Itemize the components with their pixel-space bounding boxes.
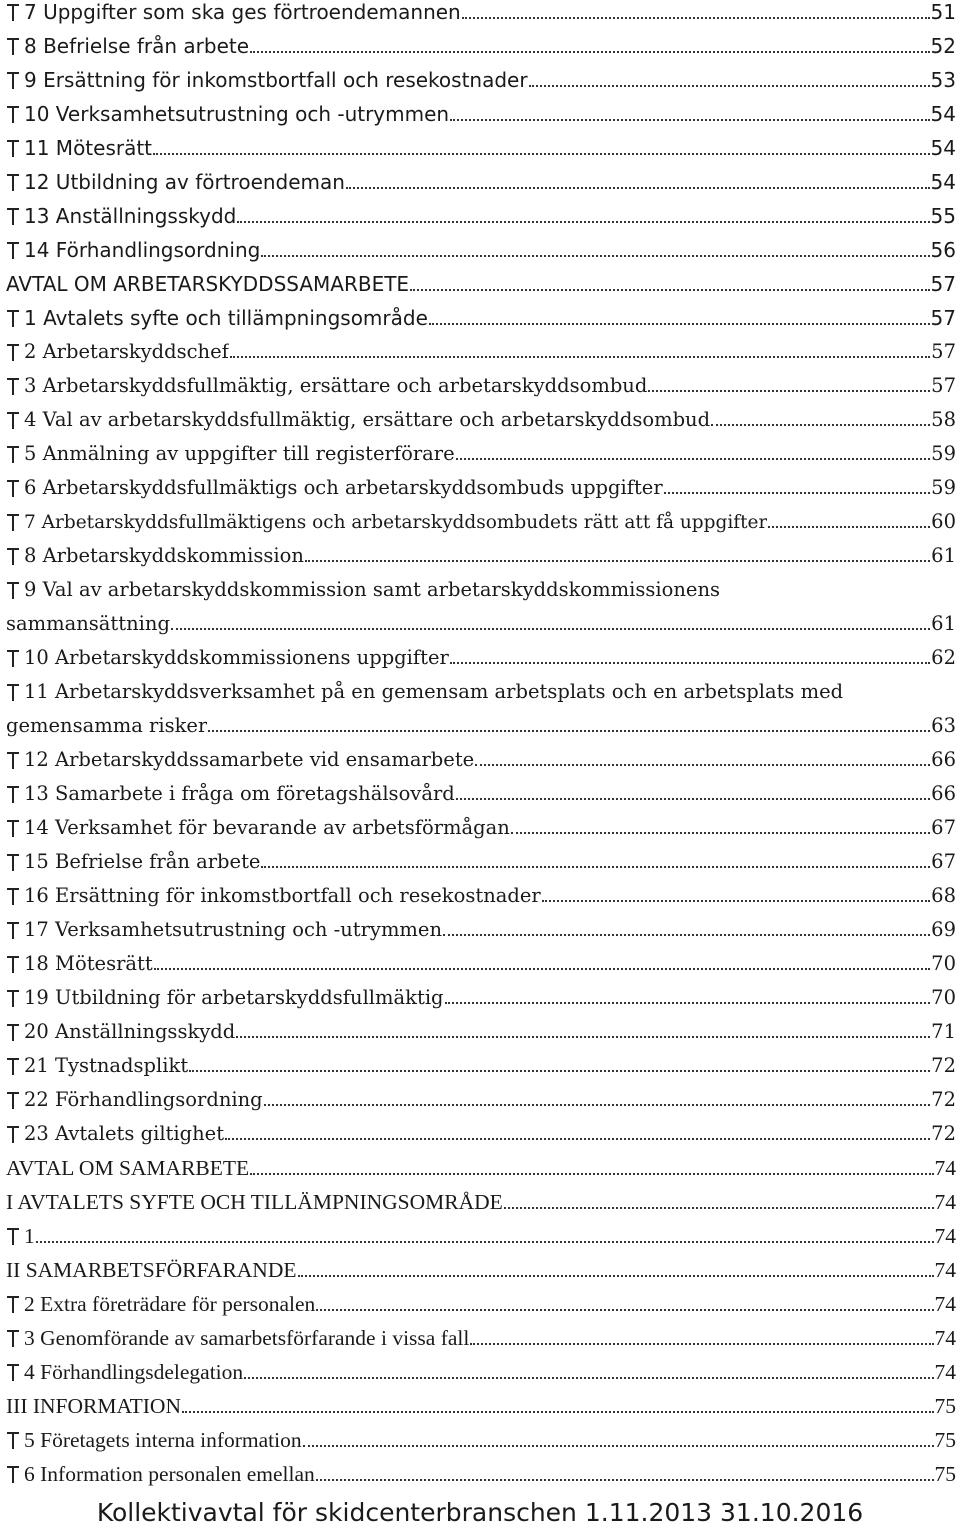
toc-entry[interactable] [6,879,956,913]
toc-entry[interactable] [6,233,956,267]
toc-entry-title: 4 Val av arbetarskyddsfullmäktig, ersättare och arbetarskyddsombud [24,408,711,431]
toc-entry-title: 11 Mötesrätt [24,136,153,160]
toc-entry-page: 67 [931,816,956,839]
toc-entry[interactable] [6,505,956,539]
toc-entry[interactable] [6,471,956,505]
dot-leader [230,355,930,358]
toc-entry[interactable] [6,97,956,131]
toc-entry-page: 74 [934,1156,956,1180]
toc-entry-title: 12 Arbetarskyddssamarbete vid ensamarbete [24,748,475,771]
toc-entry-heading[interactable] [6,1185,956,1219]
toc-entry-page: 72 [931,1054,956,1077]
toc-entry-continuation[interactable] [6,607,956,641]
section-mark-icon [6,1464,20,1484]
section-mark-icon [6,1430,20,1450]
toc-entry[interactable] [6,641,956,675]
toc-entry[interactable] [6,403,956,437]
section-mark-icon [6,512,20,532]
toc-entry-page: 75 [934,1394,956,1418]
toc-entry-heading[interactable] [6,267,956,301]
toc-entry-page: 59 [931,442,956,465]
toc-entry-page: 62 [931,646,956,669]
toc-entry[interactable] [6,777,956,811]
dot-leader [250,1172,933,1175]
toc-entry-page: 72 [931,1122,956,1145]
toc-entry[interactable] [6,573,956,607]
toc-entry[interactable] [6,947,956,981]
toc-entry[interactable] [6,63,956,97]
toc-entry-title-continued: gemensamma risker [6,714,208,737]
dot-leader [153,152,930,155]
section-mark-icon [6,376,20,396]
toc-entry[interactable] [6,131,956,165]
toc-entry-title: 14 Förhandlingsordning [24,238,261,262]
dot-leader [261,254,929,257]
toc-entry-page: 74 [934,1360,956,1384]
section-mark-icon [6,172,20,192]
section-mark-icon [6,240,20,260]
toc-entry[interactable] [6,1219,956,1253]
toc-entry-title: 2 Arbetarskyddschef [24,340,229,363]
dot-leader [410,288,929,291]
toc-entry-page: 66 [931,748,956,771]
dot-leader [504,1206,934,1209]
section-mark-icon [6,104,20,124]
dot-leader [648,389,930,392]
section-mark-icon [6,444,20,464]
toc-entry-continuation[interactable] [6,709,956,743]
section-mark-icon [6,1294,20,1314]
toc-entry-page: 51 [930,0,956,24]
dot-leader [664,491,930,494]
toc-entry-title: 5 Företagets interna information [24,1428,302,1452]
dot-leader [456,457,931,460]
section-mark-icon [6,648,20,668]
toc-entry[interactable] [6,1457,956,1491]
toc-entry-title: 8 Befrielse från arbete [24,34,250,58]
section-mark-icon [6,920,20,940]
toc-entry-page: 57 [931,340,956,363]
toc-entry[interactable] [6,1423,956,1457]
toc-entry-page: 54 [930,102,956,126]
toc-entry-title: 17 Verksamhetsutrustning och -utrymmen [24,918,443,941]
section-mark-icon [6,580,20,600]
toc-entry-page: 60 [931,510,956,533]
toc-entry-title: 2 Extra företrädare för personalen [24,1292,316,1316]
dot-leader [244,1376,933,1379]
toc-entry[interactable] [6,913,956,947]
toc-entry[interactable] [6,335,956,369]
toc-entry-page: 56 [930,238,956,262]
dot-leader [171,627,930,630]
toc-entry-title: 12 Utbildning av förtroendeman [24,170,345,194]
section-mark-icon [6,478,20,498]
dot-leader [450,118,929,121]
dot-leader [303,1444,934,1447]
page-footer [0,1496,960,1530]
section-mark-icon [6,682,20,702]
toc-entry[interactable] [6,1015,956,1049]
toc-entry[interactable] [6,1117,956,1151]
dot-leader [264,1103,931,1106]
toc-entry-page: 55 [930,204,956,228]
toc-entry-page: 57 [930,306,956,330]
toc-entry-page: 54 [930,136,956,160]
section-mark-icon [6,138,20,158]
toc-entry-page: 70 [931,952,956,975]
toc-entry[interactable] [6,199,956,233]
dot-leader [261,865,930,868]
toc-entry-title: 20 Anställningsskydd [24,1020,236,1043]
toc-entry-title: 1 [24,1224,35,1248]
toc-entry[interactable] [6,1287,956,1321]
toc-entry-title: 9 Val av arbetarskyddskommission samt arbetarskyddskommissionens [24,578,721,601]
dot-leader [462,16,930,19]
dot-leader [298,1274,934,1277]
toc-entry[interactable] [6,369,956,403]
toc-entry-title-continued: sammansättning [6,612,170,635]
section-mark-icon [6,954,20,974]
toc-entry[interactable] [6,0,956,29]
toc-entry-title: 8 Arbetarskyddskommission [24,544,304,567]
toc-entry-title: II SAMARBETSFÖRFARANDE [6,1258,297,1282]
toc-entry[interactable] [6,29,956,63]
toc-entry-heading[interactable] [6,1151,956,1185]
section-mark-icon [6,1362,20,1382]
toc-entry-page: 75 [934,1428,956,1452]
toc-entry-page: 58 [931,408,956,431]
toc-entry-page: 57 [930,272,956,296]
toc-entry[interactable] [6,1049,956,1083]
toc-entry-page: 52 [930,34,956,58]
toc-entry-title: 6 Information personalen emellan [24,1462,315,1486]
section-mark-icon [6,2,20,22]
dot-leader [456,797,930,800]
section-mark-icon [6,70,20,90]
toc-entry-title: 11 Arbetarskyddsverksamhet på en gemensam arbetsplats och en arbetsplats med [24,680,844,703]
dot-leader [182,1410,934,1413]
section-mark-icon [6,818,20,838]
toc-entry-page: 57 [931,374,956,397]
section-mark-icon [6,546,20,566]
toc-entry-title: 3 Arbetarskyddsfullmäktig, ersättare och arbetarskyddsombud [24,374,648,397]
toc-entry-page: 74 [934,1326,956,1350]
toc-entry-title: AVTAL OM ARBETARSKYDDSSAMARBETE [6,272,410,296]
toc-entry-title: 7 Arbetarskyddsfullmäktigens och arbetarskyddsombudets rätt att få uppgifter [24,512,768,533]
section-mark-icon [6,410,20,430]
footer-text: Kollektivavtal för skidcenterbranschen 1.11.2013 31.10.2016 [96,1498,864,1527]
toc-entry-title: 19 Utbildning för arbetarskyddsfullmäktig [24,986,444,1009]
dot-leader [154,967,930,970]
toc-entry-title: I AVTALETS SYFTE OCH TILLÄMPNINGSOMRÅDE [6,1190,503,1214]
section-mark-icon [6,750,20,770]
dot-leader [470,1342,933,1345]
dot-leader [36,1240,934,1243]
toc-entry-title: 1 Avtalets syfte och tillämpningsområde [24,306,428,330]
dot-leader [529,84,930,87]
dot-leader [237,220,929,223]
toc-entry-page: 69 [931,918,956,941]
toc-entry-page: 59 [931,476,956,499]
dot-leader [250,50,929,53]
toc-entry-page: 72 [931,1088,956,1111]
dot-leader [443,933,930,936]
toc-entry[interactable] [6,1355,956,1389]
toc-entry-page: 53 [930,68,956,92]
toc-entry-page: 54 [930,170,956,194]
dot-leader [305,559,930,562]
toc-entry-title: 10 Arbetarskyddskommissionens uppgifter [24,646,449,669]
section-mark-icon [6,308,20,328]
dot-leader [511,831,930,834]
section-mark-icon [6,1090,20,1110]
toc-entry-title: 9 Ersättning för inkomstbortfall och resekostnader [24,68,528,92]
section-mark-icon [6,206,20,226]
toc-entry[interactable] [6,981,956,1015]
toc-entry[interactable] [6,675,956,709]
toc-entry-page: 74 [934,1292,956,1316]
section-mark-icon [6,852,20,872]
toc-entry-title: 3 Genomförande av samarbetsförfarande i vissa fall [24,1326,470,1350]
toc-entry-heading[interactable] [6,1389,956,1423]
section-mark-icon [6,988,20,1008]
toc-entry-page: 74 [934,1190,956,1214]
dot-leader [768,525,930,528]
toc-entry-title: 10 Verksamhetsutrustning och -utrymmen [24,102,450,126]
toc-entry[interactable] [6,301,956,335]
section-mark-icon [6,1328,20,1348]
toc-entry-page: 74 [934,1258,956,1282]
toc-entry-title: 14 Verksamhet för bevarande av arbetsförmågan [24,816,510,839]
toc-entry-page: 61 [931,544,956,567]
dot-leader [208,729,930,732]
toc-entry-page: 68 [931,884,956,907]
dot-leader [189,1069,930,1072]
toc-entry-title: 15 Befrielse från arbete [24,850,261,873]
toc-entry-title: AVTAL OM SAMARBETE [6,1156,250,1180]
toc-entry-title: 16 Ersättning för inkomstbortfall och resekostnader [24,884,541,907]
dot-leader [450,661,930,664]
section-mark-icon [6,784,20,804]
toc-entry-page: 74 [934,1224,956,1248]
toc-entry-title: 23 Avtalets giltighet [24,1122,225,1145]
dot-leader [346,186,930,189]
toc-entry[interactable] [6,811,956,845]
toc-entry-heading[interactable] [6,1253,956,1287]
section-mark-icon [6,36,20,56]
section-mark-icon [6,342,20,362]
dot-leader [445,1001,931,1004]
dot-leader [236,1035,930,1038]
toc-entry[interactable] [6,1321,956,1355]
toc-entry-page: 61 [931,612,956,635]
dot-leader [711,423,930,426]
toc-entry[interactable] [6,743,956,777]
toc-entry-title: 18 Mötesrätt [24,952,153,975]
section-mark-icon [6,1124,20,1144]
dot-leader [429,322,930,325]
toc-entry-title: III INFORMATION [6,1394,181,1418]
toc-entry[interactable] [6,539,956,573]
toc-entry-page: 67 [931,850,956,873]
toc-entry[interactable] [6,165,956,199]
section-mark-icon [6,1226,20,1246]
toc-entry-page: 70 [931,986,956,1009]
dot-leader [542,899,930,902]
toc-entry-title: 7 Uppgifter som ska ges förtroendemannen [24,0,461,24]
toc-entry-title: 4 Förhandlingsdelegation [24,1360,244,1384]
section-mark-icon [6,1056,20,1076]
toc-entry-title: 5 Anmälning av uppgifter till registerförare [24,442,455,465]
toc-entry[interactable] [6,1083,956,1117]
dot-leader [475,763,930,766]
toc-entry-title: 13 Anställningsskydd [24,204,237,228]
toc-entry-page: 66 [931,782,956,805]
dot-leader [316,1478,934,1481]
section-mark-icon [6,886,20,906]
toc-entry-title: 6 Arbetarskyddsfullmäktigs och arbetarskyddsombuds uppgifter [24,476,663,499]
toc-entry-title: 21 Tystnadsplikt [24,1054,189,1077]
toc-entry-title: 22 Förhandlingsordning [24,1088,263,1111]
dot-leader [316,1308,933,1311]
toc-entry-page: 63 [931,714,956,737]
toc-entry-page: 75 [934,1462,956,1486]
toc-entry-title: 13 Samarbete i fråga om företagshälsovård [24,782,455,805]
toc-entry-page: 71 [931,1020,956,1043]
section-mark-icon [6,1022,20,1042]
toc-entry[interactable] [6,845,956,879]
toc-entry[interactable] [6,437,956,471]
dot-leader [225,1137,930,1140]
